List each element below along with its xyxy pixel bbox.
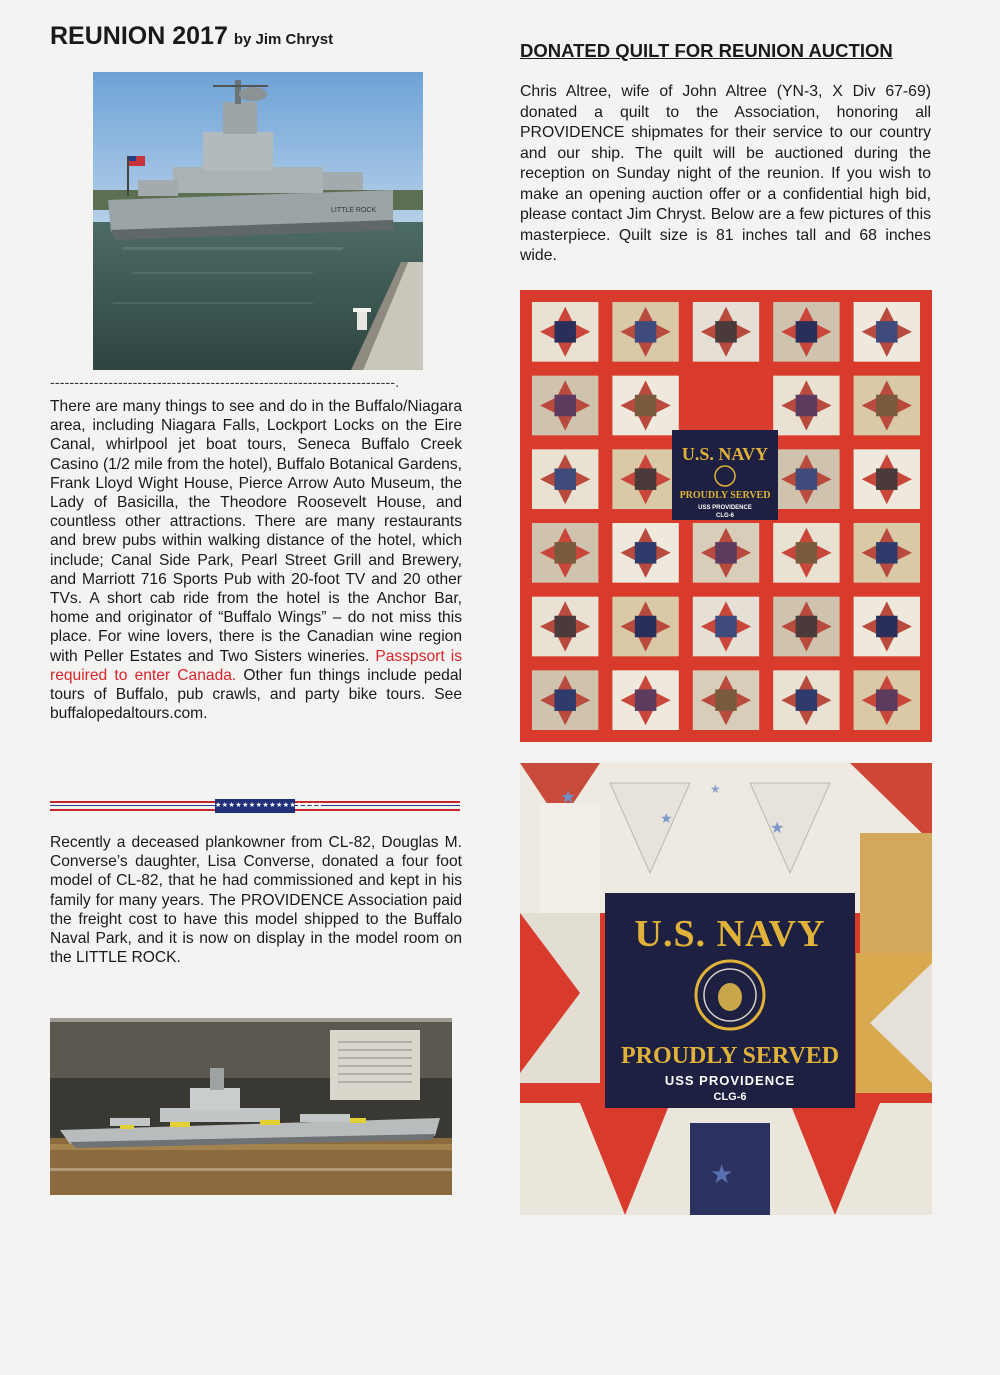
quilt-block-center bbox=[635, 616, 656, 637]
quilt-paragraph-text: Chris Altree, wife of John Altree (YN-3, X Div 67-69) donated a quilt to the Association, honoring all PROVIDENCE shipmates for their service to our country and our ship. The quilt will be auctioned during the reception on Sunday night of the reunion. If you wish to make an opening auction offer or a confidential high bid, please contact Jim Chryst. Below are a few pictures of this masterpiece. Quilt size is 81 inches tall and 68 inches wide. bbox=[520, 83, 931, 264]
quilt-block-center bbox=[635, 542, 656, 563]
large-patch-served: PROUDLY SERVED bbox=[620, 1043, 840, 1069]
quilt-block-center bbox=[796, 542, 817, 563]
quilt-block-center bbox=[715, 689, 736, 710]
model-ship-photo bbox=[50, 1018, 452, 1195]
svg-text:★: ★ bbox=[560, 787, 577, 808]
quilt-block-center bbox=[554, 689, 575, 710]
large-patch-title: U.S. NAVY bbox=[634, 913, 826, 955]
small-patch-ship: USS PROVIDENCE bbox=[698, 505, 752, 511]
small-patch-served: PROUDLY SERVED bbox=[679, 490, 771, 501]
quilt-block-center bbox=[876, 321, 897, 342]
small-patch-title: U.S. NAVY bbox=[681, 444, 769, 464]
attractions-paragraph bbox=[50, 397, 462, 723]
quilt-block-center bbox=[796, 616, 817, 637]
attractions-tail-text: Other fun things include pedal tours of Buffalo, pub crawls, and party bike tours. See buffalopedaltours.com. bbox=[50, 666, 462, 723]
svg-text:★: ★ bbox=[710, 782, 721, 796]
dashed-separator: -----------------------------------------------------------------------. bbox=[50, 374, 400, 390]
attractions-text: There are many things to see and do in the Buffalo/Niagara area, including Niagara Falls, Lockport Locks on the Eire Canal, whirlpool jet boat tours, Seneca Buffalo Creek Casino (1/2 mile from the hotel), Buffalo Botanical Gardens, Frank Lloyd Wight House, Pierce Arrow Auto Museum, the Lady of Basicilla, the Theodore Roosevelt House, and countless other attractions. There are many restaurants and brew pubs within walking distance of the hotel, which include; Canal Side Park, Pearl Street Grill and Brewery, and Marriott 716 Sports Pub with 20-foot TV and 20 other TVs. A short cab ride from the hotel is the Anchor Bar, home and originator of “Buffalo Wings” – do not miss this place. For wine lovers, there is the Canadian wine region with Peller Estates and Two Sisters wineries. bbox=[50, 398, 462, 665]
small-patch-hull: CLG-6 bbox=[716, 513, 734, 519]
quilt-block-center bbox=[635, 395, 656, 416]
quilt-block-center bbox=[796, 395, 817, 416]
large-patch-hull: CLG-6 bbox=[713, 1091, 747, 1103]
model-donation-text: Recently a deceased plankowner from CL-82, Douglas M. Converse’s daughter, Lisa Converse, donated a four foot model of CL-82, that he had commissioned and kept in his family for many years. The PROVIDENCE Association paid the freight cost to have this model shipped to the Buffalo Naval Park, and it is now on display in the model room on the LITTLE ROCK. bbox=[50, 834, 462, 967]
quilt-full-photo bbox=[520, 290, 932, 742]
ship-photo bbox=[93, 72, 423, 370]
quilt-block-center bbox=[554, 321, 575, 342]
passport-notice: Passpsort is required to enter Canada. bbox=[50, 647, 462, 684]
quilt-title: DONATED QUILT FOR REUNION AUCTION bbox=[520, 40, 893, 61]
reunion-title-text: REUNION 2017 bbox=[50, 22, 228, 50]
quilt-block-center bbox=[554, 542, 575, 563]
quilt-block-center bbox=[635, 321, 656, 342]
svg-text:★: ★ bbox=[660, 811, 673, 827]
large-patch-ship: USS PROVIDENCE bbox=[664, 1073, 796, 1088]
quilt-block-center bbox=[554, 468, 575, 489]
quilt-block-center bbox=[876, 468, 897, 489]
svg-text:★: ★ bbox=[770, 818, 785, 837]
quilt-block-center bbox=[796, 321, 817, 342]
quilt-navy-patch-large bbox=[605, 893, 855, 1108]
reunion-title bbox=[50, 22, 333, 51]
quilt-block-center bbox=[635, 468, 656, 489]
byline: by Jim Chryst bbox=[233, 31, 334, 48]
divider-stars: ★★★★★★★★★★★★★★★★ bbox=[215, 799, 295, 813]
quilt-block-center bbox=[715, 321, 736, 342]
quilt-block-center bbox=[876, 689, 897, 710]
quilt-block-center bbox=[635, 689, 656, 710]
quilt-block-center bbox=[876, 395, 897, 416]
quilt-block-center bbox=[554, 395, 575, 416]
quilt-block-center bbox=[876, 616, 897, 637]
quilt-navy-patch-small bbox=[672, 430, 778, 520]
quilt-block-center bbox=[876, 542, 897, 563]
hull-name-text: LITTLE ROCK bbox=[331, 207, 377, 214]
quilt-paragraph bbox=[520, 82, 931, 267]
svg-text:★: ★ bbox=[710, 1160, 734, 1190]
quilt-block-center bbox=[554, 616, 575, 637]
quilt-block-center bbox=[715, 542, 736, 563]
quilt-closeup-photo bbox=[520, 763, 932, 1215]
patriotic-divider bbox=[50, 799, 460, 813]
quilt-block-center bbox=[796, 468, 817, 489]
quilt-block-center bbox=[796, 689, 817, 710]
model-donation-paragraph bbox=[50, 833, 462, 967]
quilt-block-center bbox=[715, 616, 736, 637]
